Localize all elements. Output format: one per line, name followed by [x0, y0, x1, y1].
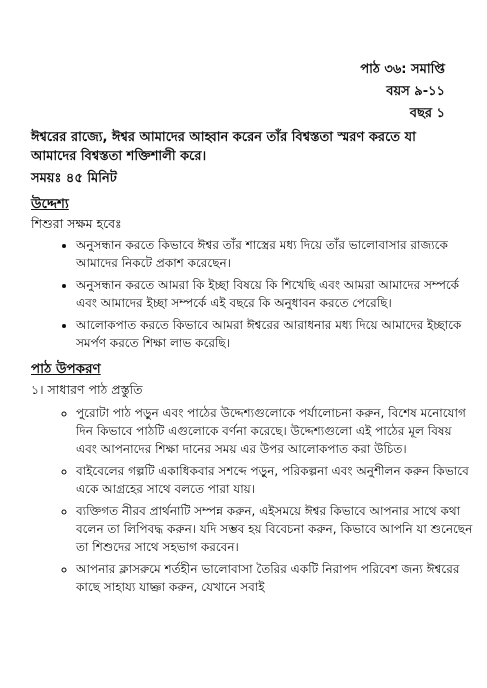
objectives-lead: শিশুরা সক্ষম হবেঃ: [31, 216, 122, 231]
materials-subtitle: ১। সাধারণ পাঠ প্রস্তুতি: [31, 382, 143, 397]
preparation-list: [54, 404, 476, 600]
lesson-duration: সময়ঃ ৪৫ মিনিট: [31, 171, 117, 186]
preparation-item: ◦ ব্যক্তিগত নীরব প্রার্থনাটি সম্পন্ন করুন, এইসময়ে ঈশ্বর কিভাবে আপনার সাথে কথা বলেন তা লিপিবদ্ধ করুন। যদি সম্ভব হয় বিবেচনা করুন, কিভাবে আপনি যা শুনেছেন তা শিশুদের সাথে সহভাগ করবেন।: [76, 502, 476, 556]
objective-item: • আলোকপাত করতে কিভাবে আমরা ঈশ্বরের আরাধনার মধ্য দিয়ে আমাদের ইচ্ছাকে সমর্পণ করতে শিক্ষা লাভ করেছি।: [76, 316, 476, 352]
objectives-list: [54, 236, 476, 356]
preparation-item: ◦ বাইবেলের গল্পটি একাধিকবার সশব্দে পড়ুন, পরিকল্পনা এবং অনুশীলন করুন কিভাবে একে আগ্রহের সাথে বলতে পারা যায়।: [76, 462, 476, 498]
objective-item: • অনুসন্ধান করতে আমরা কি ইচ্ছা বিষয়ে কি শিখেছি এবং আমরা আমাদের সম্পর্কে এবং আমাদের ইচ্ছা সম্পর্কে এই বছরে কি অনুধাবন করতে পেরেছি।: [76, 276, 476, 312]
preparation-item: ◦ আপনার ক্লাসরুমে শর্তহীন ভালোবাসা তৈরির একটি নিরাপদ পরিবেশ জন্য ঈশ্বরের কাছে সাহায্য যাচ্ঞা করুন, যেখানে সবাই: [76, 560, 476, 596]
objective-item: • অনুসন্ধান করতে কিভাবে ঈশ্বর তাঁর শাস্ত্রের মধ্য দিয়ে তাঁর ভালোবাসার রাজ্যকে আমাদের নিকটে প্রকাশ করেছেন।: [76, 236, 476, 272]
materials-heading: পাঠ উপকরণ: [31, 361, 101, 377]
lesson-title: পাঠ ৩৬: সমাপ্তি: [360, 62, 445, 77]
lesson-intro: ঈশ্বরের রাজ্যে, ঈশ্বর আমাদের আহ্বান করেন তাঁর বিশ্বস্ততা স্মরণ করতে যা আমাদের বিশ্বস্ততা শক্তিশালী করে।: [31, 130, 416, 164]
objectives-heading: উদ্দেশ্য: [31, 196, 69, 212]
age-range: বয়স ৯-১১: [386, 84, 445, 99]
year-label: বছর ১: [409, 106, 445, 121]
preparation-item: ◦ পুরোটা পাঠ পড়ুন এবং পাঠের উদ্দেশ্যগুলোকে পর্যালোচনা করুন, বিশেষ মনোযোগ দিন কিভাবে পাঠটি এগুলোকে বর্ণনা করেছে। উদ্দেশ্যগুলো এই পাঠের মূল বিষয় এবং আপনাদের শিক্ষা দানের সময় এর উপর আলোকপাত করা উচিত।: [76, 404, 476, 458]
